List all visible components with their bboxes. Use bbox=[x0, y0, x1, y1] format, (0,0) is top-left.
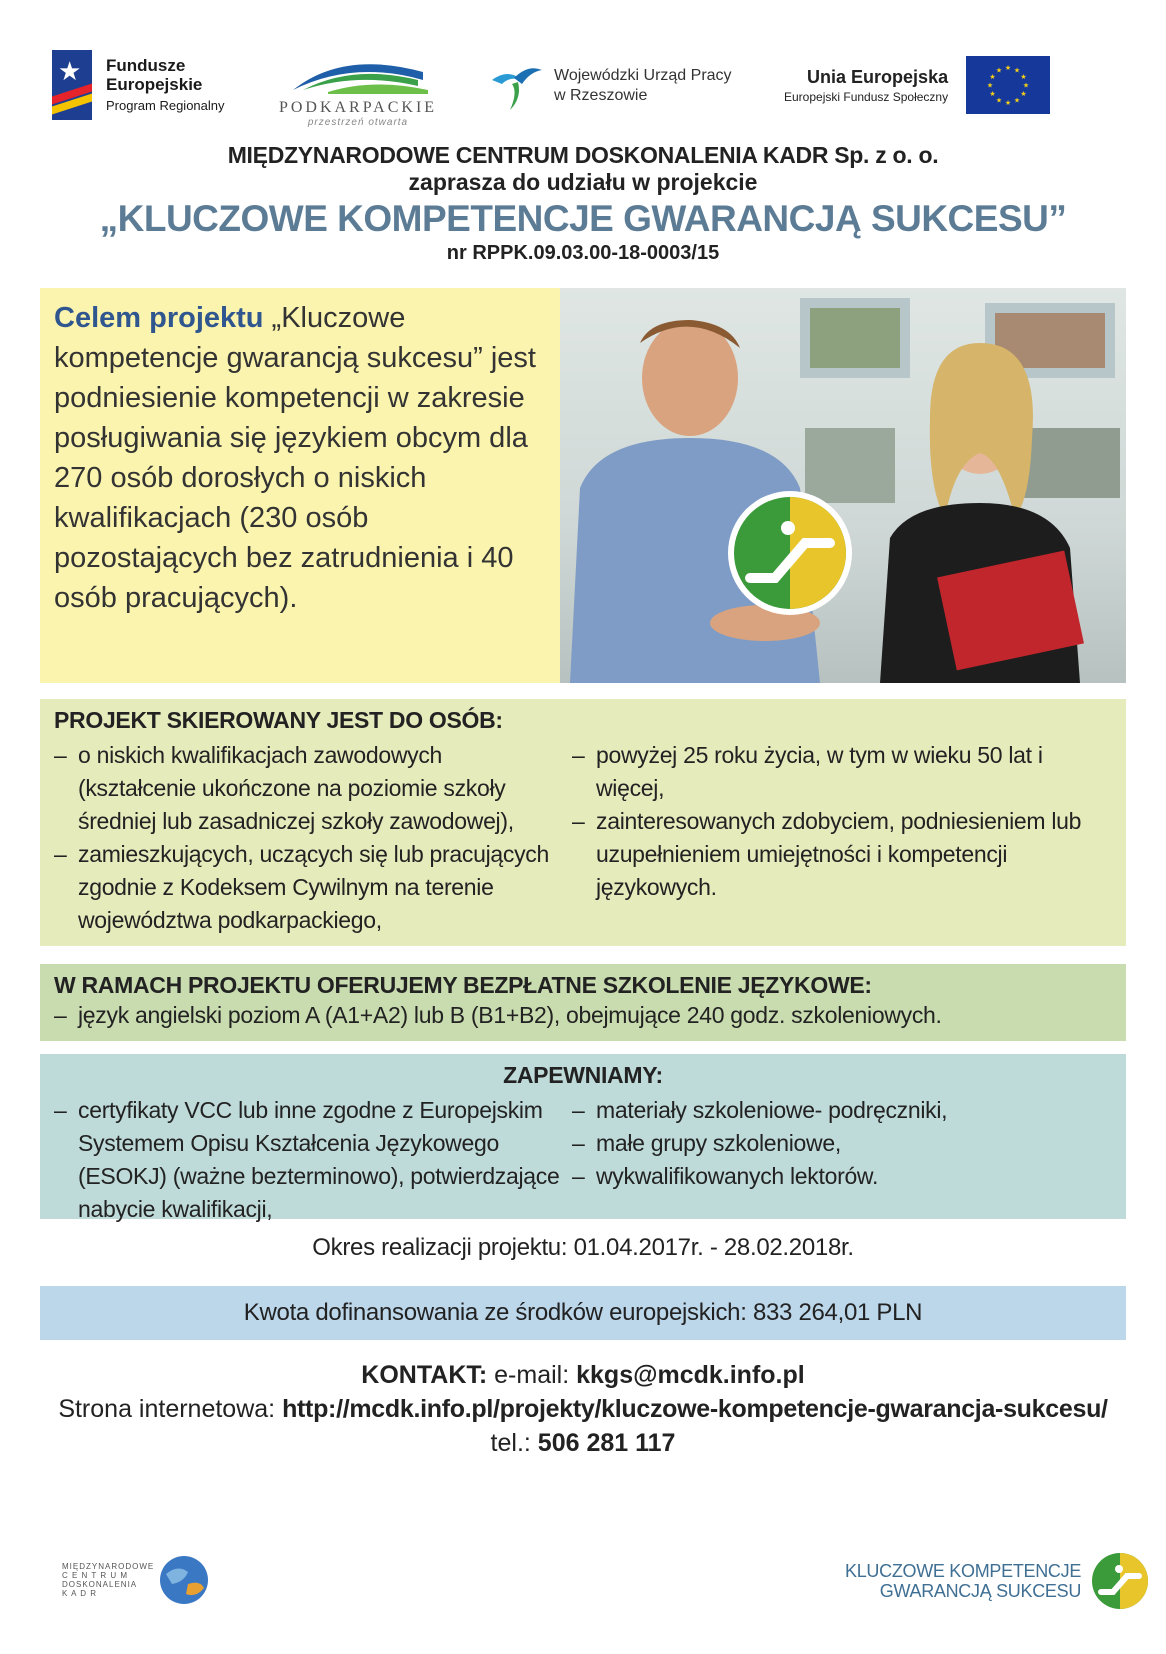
svg-text:★: ★ bbox=[995, 96, 1003, 105]
offer-list bbox=[54, 999, 1112, 1032]
list-item: – powyżej 25 roku życia, w tym w wieku 50 lat i więcej, bbox=[572, 739, 1112, 805]
mcdk-logo bbox=[62, 1554, 210, 1606]
wup-line1: Wojewódzki Urząd Pracy bbox=[554, 67, 732, 84]
list-item: – materiały szkoleniowe- podręczniki, bbox=[572, 1094, 1112, 1127]
kkgs-line1: KLUCZOWE KOMPETENCJE bbox=[845, 1561, 1082, 1581]
web-label: Strona internetowa: bbox=[58, 1395, 283, 1423]
goal-text: „Kluczowe kompetencje gwarancją sukcesu” jest podniesienie kompetencji w zakresie posługiwania się językiem obcym dla 270 osób dorosłych o niskich kwalifikacjach (230 osób pozostających bez zatrudnienia i 40 osób pracujących). bbox=[54, 302, 536, 614]
wup-line2: w Rzeszowie bbox=[554, 87, 648, 104]
fe-line1: Fundusze bbox=[106, 55, 186, 75]
pk-sub: przestrzeń otwarta bbox=[307, 117, 409, 128]
people-photo bbox=[560, 288, 1126, 683]
eu-flag-icon bbox=[966, 56, 1050, 114]
header bbox=[0, 142, 1166, 265]
svg-text:★: ★ bbox=[1013, 66, 1021, 75]
fe-flag-icon: ★ bbox=[52, 50, 92, 120]
list-item: – wykwalifikowanych lektorów. bbox=[572, 1160, 1112, 1193]
list-item: – zainteresowanych zdobyciem, podniesieniem lub uzupełnieniem umiejętności i kompetencji językowych. bbox=[572, 805, 1112, 904]
provide-list-left bbox=[54, 1094, 574, 1226]
podkarpackie-logo bbox=[268, 50, 448, 128]
mcdk-line: DOSKONALENIA bbox=[62, 1580, 138, 1589]
logos-row bbox=[40, 44, 1126, 134]
web-link[interactable]: http://mcdk.info.pl/projekty/kluczowe-kompetencje-gwarancja-sukcesu/ bbox=[282, 1395, 1108, 1423]
target-title: PROJEKT SKIEROWANY JEST DO OSÓB: bbox=[54, 707, 503, 733]
goal-paragraph bbox=[54, 298, 546, 618]
target-list-left bbox=[54, 739, 554, 937]
podkarpackie-hills-icon bbox=[283, 50, 433, 94]
svg-text:★: ★ bbox=[1022, 81, 1030, 90]
ue-line2: Europejski Fundusz Społeczny bbox=[784, 89, 949, 104]
photo-illustration bbox=[560, 288, 1126, 683]
provide-section bbox=[40, 1054, 1126, 1222]
project-title: „KLUCZOWE KOMPETENCJE GWARANCJĄ SUKCESU” bbox=[99, 198, 1067, 239]
kkgs-line2: GWARANCJĄ SUKCESU bbox=[879, 1581, 1082, 1601]
kkgs-logo bbox=[845, 1552, 1149, 1610]
ue-line1: Unia Europejska bbox=[807, 66, 949, 87]
project-number: nr RPPK.09.03.00-18-0003/15 bbox=[446, 242, 720, 264]
goal-lead: Celem projektu bbox=[54, 302, 264, 334]
tel-label: tel.: bbox=[490, 1429, 538, 1457]
contact-section bbox=[0, 1358, 1166, 1460]
mcdk-line: K A D R bbox=[62, 1589, 98, 1598]
email-link[interactable]: kkgs@mcdk.info.pl bbox=[576, 1361, 805, 1389]
mcdk-line: C E N T R U M bbox=[62, 1571, 129, 1580]
globe-icon bbox=[158, 1554, 210, 1606]
target-section bbox=[40, 699, 1126, 946]
contact-label: KONTAKT: bbox=[361, 1361, 488, 1389]
wup-logo bbox=[488, 58, 732, 114]
funding-amount: Kwota dofinansowania ze środków europejskich: 833 264,01 PLN bbox=[40, 1286, 1126, 1340]
target-list-right bbox=[572, 739, 1112, 904]
list-item: – język angielski poziom A (A1+A2) lub B (B1+B2), obejmujące 240 godz. szkoleniowych. bbox=[54, 999, 1112, 1032]
email-label: e-mail: bbox=[487, 1361, 577, 1389]
pk-name: PODKARPACKIE bbox=[278, 99, 438, 116]
fundusze-europejskie-logo bbox=[52, 50, 225, 120]
svg-text:★: ★ bbox=[989, 90, 996, 98]
list-item: – zamieszkujących, uczących się lub pracujących zgodnie z Kodeksem Cywilnym na terenie województwa podkarpackiego, bbox=[54, 838, 554, 937]
list-item: – małe grupy szkoleniowe, bbox=[572, 1127, 1112, 1160]
contact-tel-line bbox=[0, 1426, 1166, 1460]
svg-text:★: ★ bbox=[1013, 96, 1021, 105]
organization-name: MIĘDZYNARODOWE CENTRUM DOSKONALENIA KADR Sp. z o. o. bbox=[227, 142, 939, 168]
fe-line2: Europejskie bbox=[106, 74, 203, 94]
tel-number: 506 281 117 bbox=[537, 1429, 676, 1457]
provide-title: ZAPEWNIAMY: bbox=[503, 1062, 663, 1088]
svg-text:★: ★ bbox=[1020, 73, 1027, 81]
escalator-icon bbox=[1091, 1552, 1149, 1610]
contact-email-line bbox=[0, 1358, 1166, 1392]
svg-text:★: ★ bbox=[989, 73, 996, 81]
contact-web-line bbox=[0, 1392, 1166, 1426]
goal-section bbox=[40, 288, 560, 683]
offer-title: W RAMACH PROJEKTU OFERUJEMY BEZPŁATNE SZKOLENIE JĘZYKOWE: bbox=[54, 972, 872, 998]
mcdk-line: MIĘDZYNARODOWE bbox=[62, 1562, 155, 1571]
svg-text:★: ★ bbox=[986, 81, 994, 90]
list-item: – o niskich kwalifikacjach zawodowych (kształcenie ukończone na poziomie szkoły średniej lub zasadniczej szkoły zawodowej), bbox=[54, 739, 554, 838]
unia-europejska-logo bbox=[784, 56, 1050, 114]
svg-text:★: ★ bbox=[1004, 64, 1012, 72]
wup-bird-icon bbox=[488, 58, 544, 114]
svg-text:★: ★ bbox=[1020, 90, 1027, 98]
fe-line3: Program Regionalny bbox=[106, 97, 225, 113]
invite-line: zaprasza do udziału w projekcie bbox=[408, 169, 758, 195]
svg-text:★: ★ bbox=[995, 66, 1003, 75]
project-period: Okres realizacji projektu: 01.04.2017r. - 28.02.2018r. bbox=[312, 1234, 854, 1261]
svg-text:★: ★ bbox=[1004, 99, 1012, 107]
list-item: – certyfikaty VCC lub inne zgodne z Europejskim Systemem Opisu Kształcenia Językowego (ESOKJ) (ważne bezterminowo), potwierdzające nabycie kwalifikacji, bbox=[54, 1094, 574, 1226]
offer-section bbox=[40, 964, 1126, 1041]
provide-list-right bbox=[572, 1094, 1112, 1193]
